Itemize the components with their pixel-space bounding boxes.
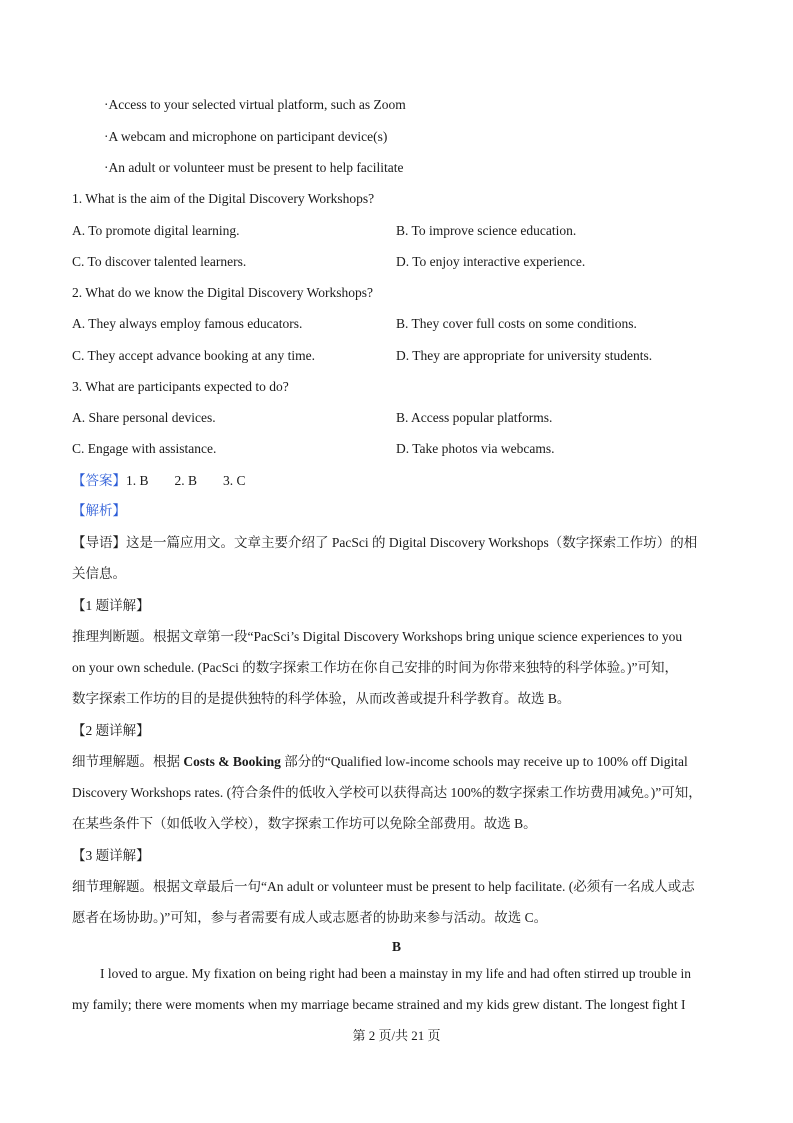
option-b: B. Access popular platforms. [396, 410, 553, 425]
detail-2-text: 在某些条件下（如低收入学校），数字探索工作坊可以免除全部费用。故选 B。 [72, 816, 537, 831]
detail-2-text: Discovery Workshops rates. (符合条件的低收入学校可以获得高达 100%的数字探索工作坊费用减免。)”可知， [72, 785, 702, 800]
option-b: B. To improve science education. [396, 223, 577, 238]
detail-3-text: 细节理解题。根据文章最后一句“An adult or volunteer must be present to help facilitate. (必须有一名成人或志 [72, 879, 695, 894]
analysis-label: 【解析】 [72, 503, 126, 518]
requirement-item: ·Access to your selected virtual platform, such as Zoom [104, 97, 406, 112]
option-a: A. They always employ famous educators. [72, 316, 303, 331]
option-c: C. Engage with assistance. [72, 441, 217, 456]
section-b-heading: B [391, 939, 401, 954]
answer-3: 3. C [223, 473, 246, 488]
guide-text-cont: 关信息。 [72, 566, 126, 581]
option-d: D. Take photos via webcams. [396, 441, 555, 456]
detail-3-text: 愿者在场协助。)”可知，参与者需要有成人或志愿者的协助来参与活动。故选 C。 [72, 910, 548, 925]
detail-1-text: 推理判断题。根据文章第一段“PacSci’s Digital Discovery Workshops bring unique science experiences to you [72, 629, 683, 644]
detail-2-post: 部分的“Qualified low-income schools may receive up to 100% off Digital [280, 754, 688, 769]
requirement-item: ·An adult or volunteer must be present to help facilitate [104, 160, 404, 175]
page-footer: 第 2 页/共 21 页 [352, 1028, 441, 1043]
requirement-item: ·A webcam and microphone on participant device(s) [104, 129, 388, 144]
answer-line [72, 472, 246, 490]
answer-2: 2. B [174, 473, 198, 488]
option-d: D. To enjoy interactive experience. [396, 254, 586, 269]
detail-1-text: 数字探索工作坊的目的是提供独特的科学体验，从而改善或提升科学教育。故选 B。 [72, 691, 571, 706]
guide-line [72, 534, 697, 552]
option-d: D. They are appropriate for university students. [396, 348, 653, 363]
detail-3-label: 【3 题详解】 [72, 848, 150, 863]
detail-2-pre: 细节理解题。根据 [72, 754, 184, 769]
guide-text: 这是一篇应用文。文章主要介绍了 PacSci 的 Digital Discovery Workshops（数字探索工作坊）的相 [126, 535, 698, 550]
detail-1-text: on your own schedule. (PacSci 的数字探索工作坊在你自己安排的时间为你带来独特的科学体验。)”可知， [72, 660, 678, 675]
question-stem: 3. What are participants expected to do? [72, 379, 289, 394]
detail-2-label: 【2 题详解】 [72, 723, 150, 738]
question-stem: 2. What do we know the Digital Discovery Workshops? [72, 285, 373, 300]
option-b: B. They cover full costs on some conditions. [396, 316, 637, 331]
option-c: C. They accept advance booking at any time. [72, 348, 316, 363]
answer-label: 【答案】 [72, 473, 126, 488]
passage-b-text: I loved to argue. My fixation on being right had been a mainstay in my life and had often stirred up trouble in [100, 966, 691, 981]
option-a: A. To promote digital learning. [72, 223, 240, 238]
question-stem: 1. What is the aim of the Digital Discovery Workshops? [72, 191, 375, 206]
option-a: A. Share personal devices. [72, 410, 216, 425]
detail-2-text [72, 753, 688, 771]
guide-label: 【导语】 [72, 535, 126, 550]
costs-booking-term: Costs & Booking [183, 754, 281, 769]
option-c: C. To discover talented learners. [72, 254, 247, 269]
answer-1: 1. B [126, 473, 149, 488]
detail-1-label: 【1 题详解】 [72, 598, 150, 613]
passage-b-text: my family; there were moments when my marriage became strained and my kids grew distant. The longest fight I [72, 997, 686, 1012]
